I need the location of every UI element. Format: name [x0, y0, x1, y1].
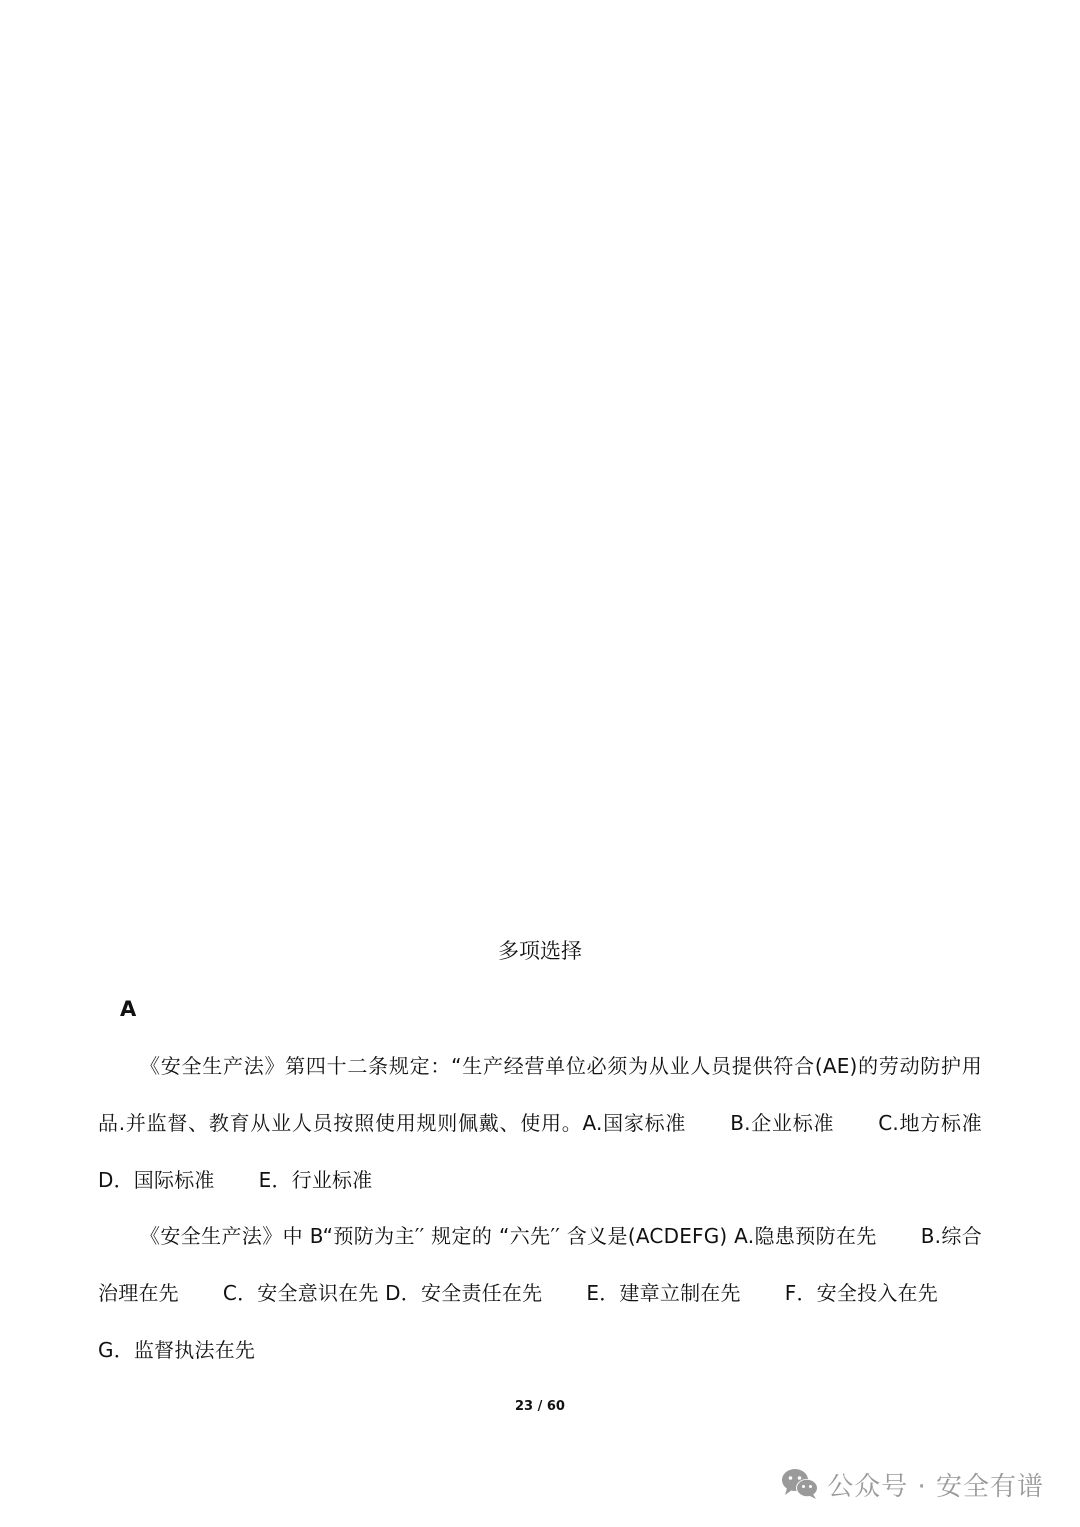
- page-number: 23 / 60: [515, 1399, 565, 1414]
- question-2-option-f: F．安全投入在先: [784, 1281, 938, 1305]
- question-1-options-c-d: C.地方标准 D．国际标准: [98, 1111, 982, 1192]
- watermark-text: 公众号 · 安全有谱: [827, 1471, 1044, 1502]
- wechat-icon: [781, 1467, 819, 1501]
- question-2: [98, 1208, 982, 1379]
- answer-label: A: [120, 997, 137, 1021]
- question-2-option-g: G．监督执法在先: [98, 1338, 256, 1362]
- question-2-option-e: E．建章立制在先: [586, 1281, 741, 1305]
- question-1: [98, 1038, 982, 1209]
- question-2-options-c-d: C．安全意识在先 D．安全责任在先: [222, 1281, 543, 1305]
- question-2-text: 《安全生产法》中 B“预防为主′′ 规定的 “六先′′ 含义是(ACDEFG) A.隐患预防在先: [140, 1224, 877, 1248]
- question-1-text: 《安全生产法》第四十二条规定：“生产经营单位必须为从业人员提供符合(AE)的劳动防护用品.并监督、教育从业人员按照使用规则佩戴、使用。A.国家标准: [98, 1054, 982, 1135]
- question-2-option-b: B.综合治理在先: [98, 1224, 982, 1305]
- question-1-option-b: B.企业标准: [730, 1111, 835, 1135]
- question-1-option-e: E．行业标准: [258, 1168, 373, 1192]
- watermark: [781, 1462, 1044, 1506]
- section-title: 多项选择: [498, 939, 582, 963]
